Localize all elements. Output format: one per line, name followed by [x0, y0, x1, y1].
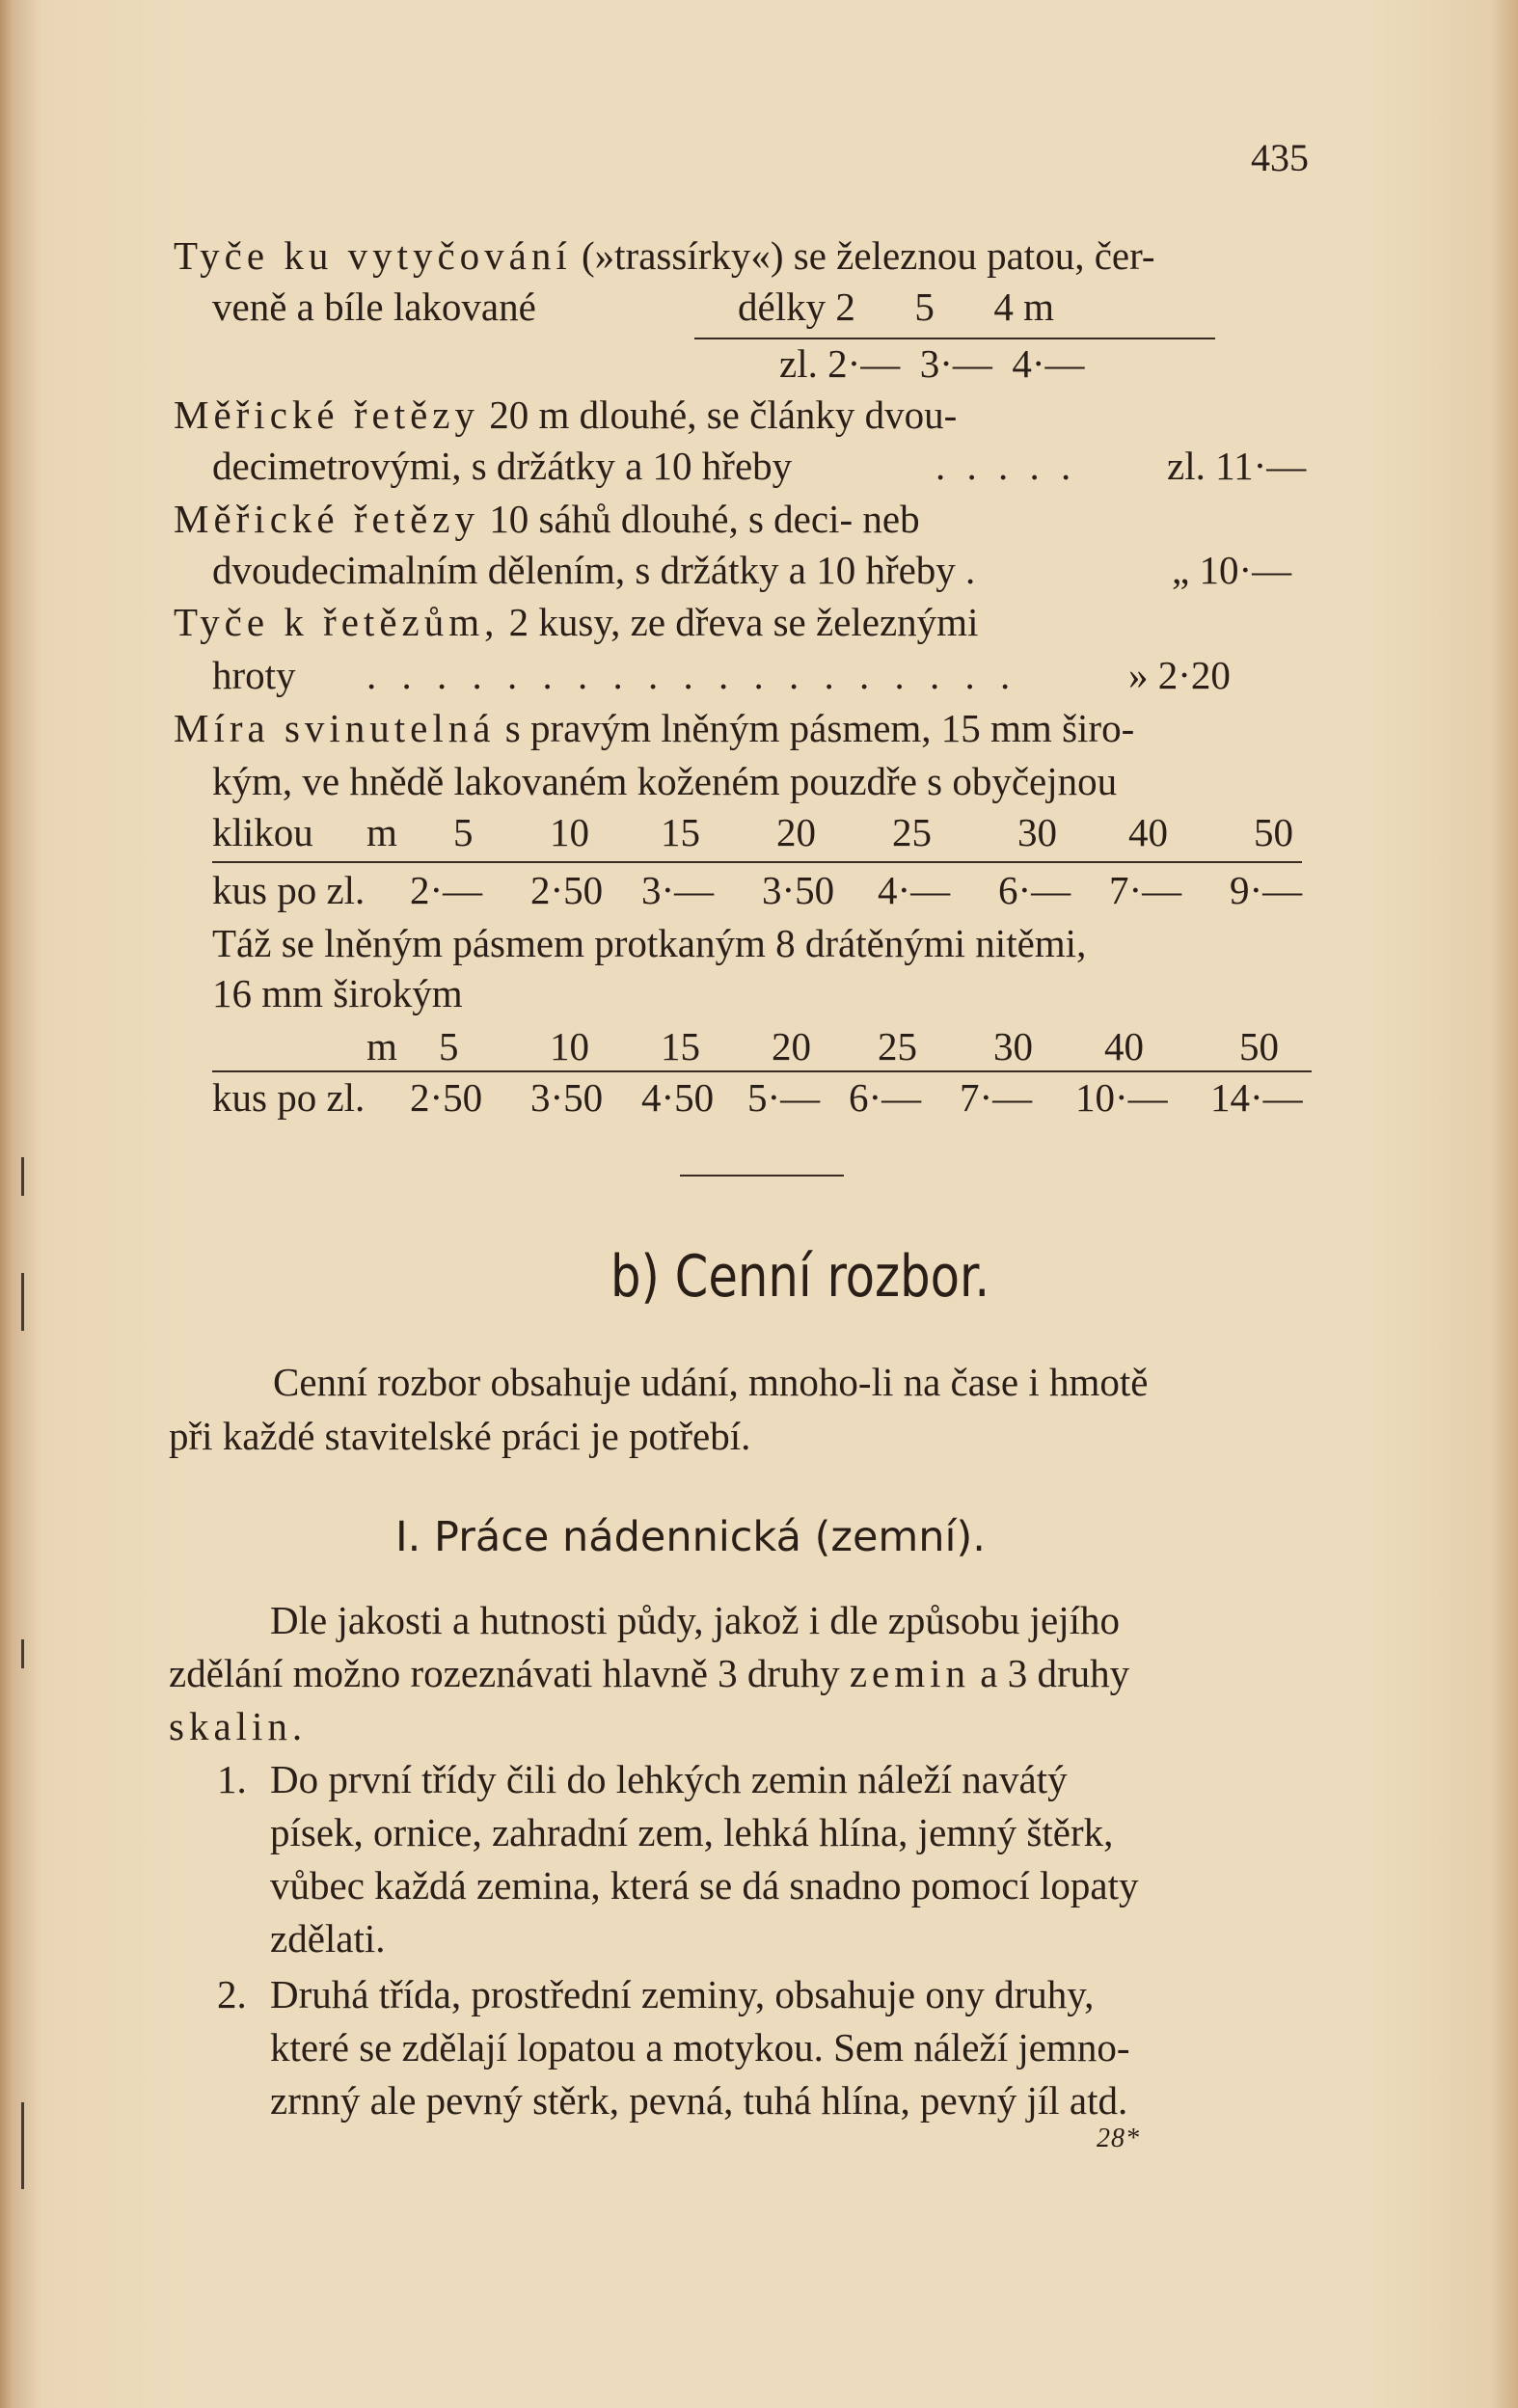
table2-col: 25	[878, 1024, 917, 1069]
spine-mark	[21, 2102, 24, 2189]
table2-price: 14·—	[1210, 1075, 1303, 1120]
item-1-line-1: Do první třídy čili do lehkých zemin náleží navátý	[270, 1757, 1068, 1801]
chainrods-price: » 2·20	[1128, 653, 1231, 697]
rods-title: Tyče ku vytyčování	[174, 233, 572, 278]
chains20-price: zl. 11·—	[1167, 444, 1307, 488]
table2-price: 3·50	[530, 1075, 604, 1120]
table1-unit: m	[366, 810, 397, 854]
table1-price: 3·50	[762, 868, 835, 912]
tape-title: Míra svinutelná	[174, 706, 496, 750]
chapter-p1-line2-a: zdělání možno rozeznávati hlavně 3 druhy	[169, 1651, 840, 1695]
table2-price-label: kus po zl.	[212, 1075, 366, 1120]
item-2-line-3: zrnný ale pevný stěrk, pevná, tuhá hlína, pevný jíl atd.	[270, 2078, 1128, 2123]
table1-price: 2·—	[410, 868, 483, 912]
table1-col: 10	[550, 810, 589, 854]
chainrods-line-1	[174, 598, 978, 646]
rods-line1-rest: (»trassírky«) se železnou patou, čer-	[582, 233, 1155, 278]
item-number: 1.	[217, 1757, 247, 1801]
table1-col: 25	[892, 810, 932, 854]
chains10-line-1	[174, 495, 920, 543]
chapter-p1-line-1: Dle jakosti a hutnosti půdy, jakož i dle způsobu jejího	[270, 1598, 1120, 1642]
chapter-title: I. Práce nádennická (zemní).	[395, 1513, 986, 1561]
table1-price: 3·—	[641, 868, 715, 912]
item-1-line-3: vůbec každá zemina, která se dá snadno pomocí lopaty	[270, 1863, 1139, 1907]
chains20-leader: . . . . .	[935, 444, 1077, 488]
rods-prices: zl. 2·— 3·— 4·—	[779, 341, 1085, 386]
rods-line-2: veně a bíle lakované	[212, 284, 536, 329]
tape-line-1	[174, 704, 1134, 752]
table2-col: 15	[661, 1024, 700, 1069]
item-number: 2.	[217, 1972, 247, 2016]
table2-col: 30	[993, 1024, 1033, 1069]
chains20-line-2: decimetrovými, s držátky a 10 hřeby	[212, 444, 793, 488]
chains10-price: „ 10·—	[1172, 548, 1292, 592]
table1-col: 15	[661, 810, 700, 854]
separator-rule	[680, 1175, 844, 1177]
table1-price: 7·—	[1109, 868, 1182, 912]
chainrods-leader: . . . . . . . . . . . . . . . . . . .	[366, 653, 1018, 697]
table2-price: 7·—	[960, 1075, 1033, 1120]
rule	[212, 861, 1302, 863]
rule	[212, 1070, 1312, 1072]
chapter-p1-line-2	[169, 1649, 1129, 1697]
section-intro-line-2: při každé stavitelské práci je potřebí.	[169, 1414, 751, 1458]
table1-price: 4·—	[878, 868, 951, 912]
table1-price-label: kus po zl.	[212, 868, 366, 912]
table2-unit: m	[366, 1024, 397, 1069]
spine-mark	[21, 1273, 24, 1331]
table1-col: 30	[1017, 810, 1057, 854]
table2-price: 2·50	[410, 1075, 483, 1120]
table2-col: 50	[1239, 1024, 1279, 1069]
chainrods-line1-rest: 2 kusy, ze dřeva se železnými	[508, 600, 979, 644]
chains10-line-2: dvoudecimalním dělením, s držátky a 10 hřeby .	[212, 548, 976, 592]
item-2-line-2: které se zdělají lopatou a motykou. Sem náleží jemno-	[270, 2025, 1130, 2070]
table2-col: 5	[439, 1024, 459, 1069]
rods-size-header: délky 2 5 4 m	[738, 284, 1054, 329]
chains20-title: Měřické řetězy	[174, 392, 479, 437]
rods-line-1	[174, 231, 1155, 280]
wire-line-2: 16 mm širokým	[212, 971, 463, 1015]
chainrods-title: Tyče k řetězům,	[174, 600, 500, 644]
section-intro-line-1: Cenní rozbor obsahuje udání, mnoho-li na čase i hmotě	[273, 1360, 1149, 1404]
table1-col: 20	[776, 810, 816, 854]
page-number: 435	[1251, 136, 1309, 179]
table2-col: 10	[550, 1024, 589, 1069]
table1-col: 50	[1254, 810, 1293, 854]
chains20-line-1	[174, 391, 957, 439]
item-2-line-1: Druhá třída, prostřední zeminy, obsahuje ony druhy,	[270, 1972, 1095, 2016]
table2-price: 4·50	[641, 1075, 715, 1120]
table1-col: 40	[1128, 810, 1168, 854]
table2-price: 5·—	[747, 1075, 821, 1120]
signature-mark: 28*	[1097, 2124, 1140, 2153]
table1-price: 9·—	[1230, 868, 1303, 912]
table1-col: 5	[453, 810, 474, 854]
chains10-title: Měřické řetězy	[174, 497, 479, 541]
item-1-line-2: písek, ornice, zahradní zem, lehká hlína, jemný štěrk,	[270, 1810, 1114, 1854]
tape-line-2: kým, ve hnědě lakovaném koženém pouzdře s obyčejnou	[212, 759, 1118, 803]
spine-mark	[21, 1639, 24, 1668]
chapter-p1-line-3: skalin.	[169, 1704, 308, 1748]
chains10-line1-rest: 10 sáhů dlouhé, s deci- neb	[489, 497, 920, 541]
table2-col: 40	[1104, 1024, 1144, 1069]
chainrods-line-2: hroty	[212, 653, 296, 697]
section-title: b) Cenní rozbor.	[610, 1243, 990, 1311]
chains20-line1-rest: 20 m dlouhé, se články dvou-	[489, 392, 958, 437]
table1-price: 6·—	[998, 868, 1071, 912]
wire-line-1: Táž se lněným pásmem protkaným 8 drátěnými nitěmi,	[212, 921, 1087, 965]
tape-line1-rest: s pravým lněným pásmem, 15 mm širo-	[504, 706, 1135, 750]
chapter-p1-line2-c: a 3 druhy	[980, 1651, 1130, 1695]
spine-mark	[21, 1157, 24, 1196]
table2-price: 10·—	[1075, 1075, 1168, 1120]
chapter-p1-line2-b: zemin	[849, 1651, 971, 1695]
table1-label: klikou	[212, 810, 313, 854]
table1-price: 2·50	[530, 868, 604, 912]
table2-col: 20	[772, 1024, 811, 1069]
item-1-line-4: zdělati.	[270, 1916, 386, 1961]
table2-price: 6·—	[849, 1075, 922, 1120]
